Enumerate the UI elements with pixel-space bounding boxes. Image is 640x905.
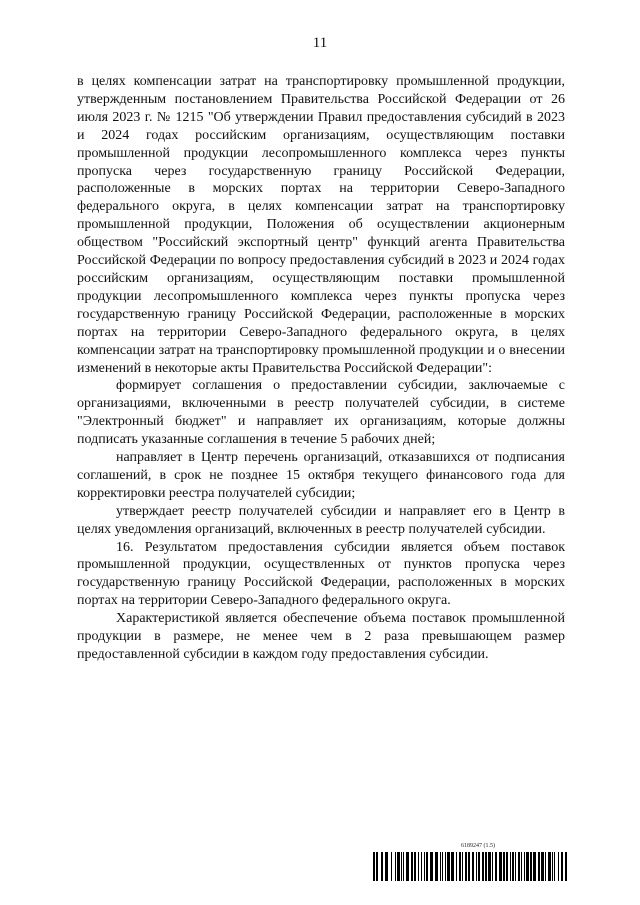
paragraph-sends-list: направляет в Центр перечень организаций, отказавшихся от подписания соглашений, в срок не позднее 15 октября текущего финансового года для корректировки реестра получателей субсидии; bbox=[77, 450, 565, 501]
paragraph-approves-registry: утверждает реестр получателей субсидии и направляет его в Центр в целях уведомления организаций, включенных в реестр получателей субсидии. bbox=[77, 503, 565, 537]
paragraph-characteristic: Характеристикой является обеспечение объема поставок промышленной продукции в размере, не менее чем в 2 раза превышающем размер предоставленной субсидии в каждом году предоставления субсидии. bbox=[77, 611, 565, 662]
document-body bbox=[77, 73, 565, 664]
barcode-icon bbox=[373, 852, 567, 881]
paragraph-item-16: 16. Результатом предоставления субсидии является объем поставок промышленной продукции, осуществленных от пунктов пропуска через государственную границу Российской Федерации, расположенных в морских портах на территории Северо-Западного федерального округа. bbox=[77, 539, 565, 609]
page-number: 11 bbox=[312, 35, 328, 51]
paragraph-intro: в целях компенсации затрат на транспортировку промышленной продукции, утвержденным постановлением Правительства Российской Федерации от 26 июля 2023 г. № 1215 "Об утверждении Правил предоставления субсидий в 2023 и 2024 годах российским организациям, осуществляющим поставки промышленной продукции лесопромышленного комплекса через пункты пропуска через государственную границу Российской Федерации, расположенные в морских портах на территории Северо-Западного федерального округа, в целях компенсации затрат на транспортировку промышленной продукции, Положения об осуществлении акционерным обществом "Российский экспортный центр" функций агента Правительства Российской Федерации по вопросу предоставления субсидий в 2023 и 2024 годах российским организациям, осуществляющим поставки промышленной продукции лесопромышленного комплекса через пункты пропуска через государственную границу Российской Федерации, расположенные в морских портах на территории Северо-Западного федерального округа, в целях компенсации затрат на транспортировку промышленной продукции и о внесении изменений в некоторые акты Правительства Российской Федерации": bbox=[77, 74, 565, 376]
document-code: 6189247 (1.5) bbox=[461, 843, 495, 849]
paragraph-forms-agreements: формирует соглашения о предоставлении субсидии, заключаемые с организациями, включенными в реестр получателей субсидии, в системе "Электронный бюджет" и направляет их организациям, которые должны подписать указанные соглашения в течение 5 рабочих дней; bbox=[77, 378, 565, 448]
